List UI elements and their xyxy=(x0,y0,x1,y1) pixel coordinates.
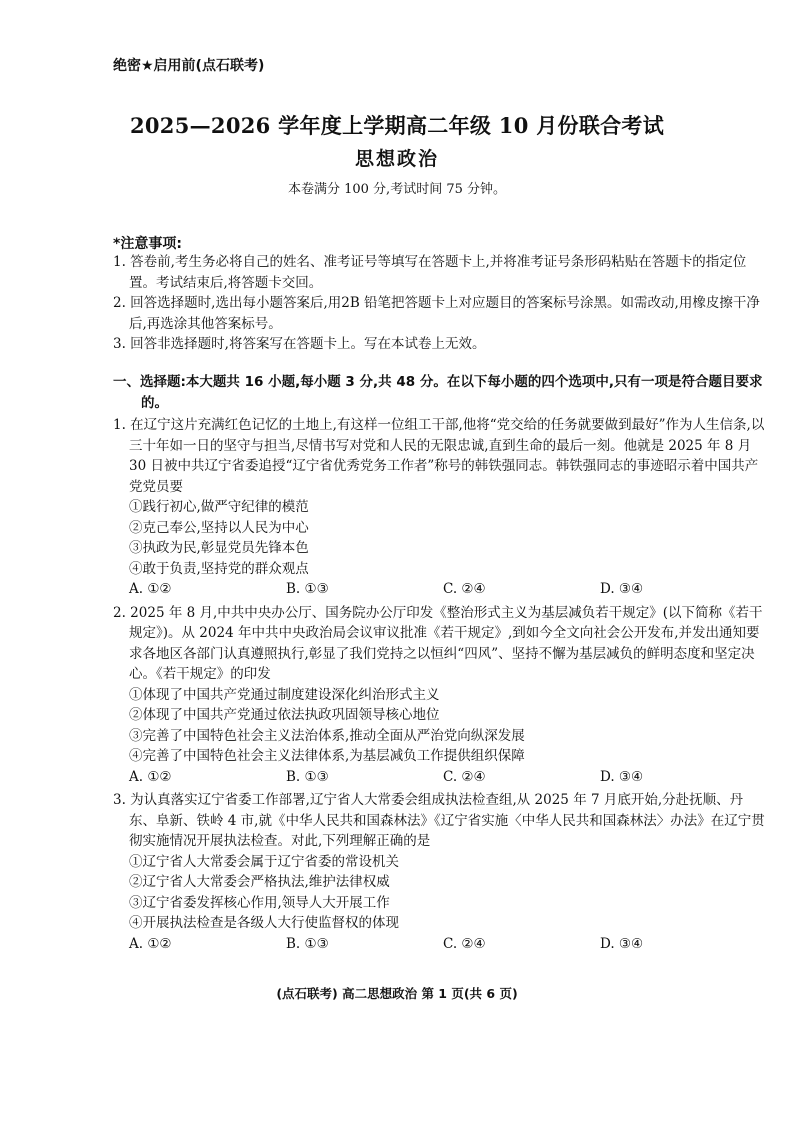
question-option: ④开展执法检查是各级人大行使监督权的体现 xyxy=(129,915,399,931)
exam-title: 2025—2026 学年度上学期高二年级 10 月份联合考试 xyxy=(129,113,665,138)
question-stem: 3. 为认真落实辽宁省委工作部署,辽宁省人大常委会组成执法检查组,从 2025 年 7 月底开始,分赴抚顺、丹东、阜新、铁岭 4 市,就《中华人民共和国森林法》《辽宁省实施〈中华人民共和国森林法〉办法》在辽宁贯彻实施情况开展执法检查。对此,下列理解正确的是 xyxy=(113,792,765,849)
answer-choices xyxy=(113,579,765,600)
notice-item: 3. 回答非选择题时,将答案写在答题卡上。写在本试卷上无效。 xyxy=(113,336,486,352)
question-option: ④完善了中国特色社会主义法律体系,为基层减负工作提供组织保障 xyxy=(129,748,525,764)
question-option: ②克己奉公,坚持以人民为中心 xyxy=(129,519,309,536)
question-3 xyxy=(113,790,765,954)
choice-a: A. ①② xyxy=(129,768,172,785)
choice-a: A. ①② xyxy=(129,935,172,952)
question-option: ③执政为民,彰显党员先锋本色 xyxy=(129,540,309,556)
subject-title: 思想政治 xyxy=(354,148,439,170)
choice-c: C. ②④ xyxy=(443,935,486,952)
choice-b: B. ①③ xyxy=(286,768,329,785)
choice-c: C. ②④ xyxy=(443,581,486,597)
question-option: ②辽宁省人大常委会严格执法,维护法律权威 xyxy=(129,874,390,890)
question-1 xyxy=(113,415,765,600)
notice-item: 2. 回答选择题时,选出每小题答案后,用2B 铅笔把答题卡上对应题目的答案标号涂黑。如需改动,用橡皮擦干净后,再选涂其他答案标号。 xyxy=(113,295,760,332)
notice-item: 1. 答卷前,考生务必将自己的姓名、准考证号等填写在答题卡上,并将准考证号条形码粘贴在答题卡的指定位置。考试结束后,将答题卡交回。 xyxy=(113,254,747,291)
question-option: ③完善了中国特色社会主义法治体系,推动全面从严治党向纵深发展 xyxy=(129,727,525,744)
question-option: ①体现了中国共产党通过制度建设深化纠治形式主义 xyxy=(129,686,440,703)
question-stem: 1. 在辽宁这片充满红色记忆的土地上,有这样一位组工干部,他将“党交给的任务就要做到最好”作为人生信条,以三十年如一日的坚守与担当,尽情书写对党和人民的无限忠诚,直到生命的最后一刻。他就是 2025 年 8 月 30 日被中共辽宁省委追授“辽宁省优秀党务工作者”称号的韩铁强同志。韩铁强同志的事迹昭示着中国共产党党员要 xyxy=(113,417,765,495)
notice-list xyxy=(113,252,763,355)
question-stem: 2. 2025 年 8 月,中共中央办公厅、国务院办公厅印发《整治形式主义为基层减负若干规定》(以下简称《若干规定》)。从 2024 年中共中央政治局会议审议批准《若干规定》,到如今全文向社会公开发布,并发出通知要求各地区各部门认真遵照执行,彰显了我们党持之以恒纠“四风”、坚持不懈为基层减负的鲜明态度和坚定决心。《若干规定》的印发 xyxy=(113,604,763,682)
question-option: ③辽宁省委发挥核心作用,领导人大开展工作 xyxy=(129,894,390,911)
choice-b: B. ①③ xyxy=(286,935,329,952)
question-option: ②体现了中国共产党通过依法执政巩固领导核心地位 xyxy=(129,707,440,723)
question-option: ④敢于负责,坚持党的群众观点 xyxy=(129,560,309,577)
choice-d: D. ③④ xyxy=(600,581,644,597)
question-option: ①践行初心,做严守纪律的模范 xyxy=(129,499,309,515)
choice-b: B. ①③ xyxy=(286,581,329,597)
question-list xyxy=(113,415,765,957)
answer-choices xyxy=(113,934,765,955)
notice-heading: *注意事项: xyxy=(113,236,182,252)
section-heading: 一、选择题:本大题共 16 小题,每小题 3 分,共 48 分。在以下每小题的四个选项中,只有一项是符合题目要求的。 xyxy=(113,374,763,411)
choice-d: D. ③④ xyxy=(600,935,644,952)
page-footer: (点石联考) 高二思想政治 第 1 页(共 6 页) xyxy=(276,986,518,1001)
question-option: ①辽宁省人大常委会属于辽宁省委的常设机关 xyxy=(129,853,399,870)
choice-c: C. ②④ xyxy=(443,768,486,785)
question-2 xyxy=(113,603,765,788)
score-note: 本卷满分 100 分,考试时间 75 分钟。 xyxy=(287,182,507,197)
choice-a: A. ①② xyxy=(129,581,172,597)
answer-choices xyxy=(113,767,765,788)
choice-d: D. ③④ xyxy=(600,768,644,785)
confidential-label: 绝密★启用前(点石联考) xyxy=(113,58,265,74)
